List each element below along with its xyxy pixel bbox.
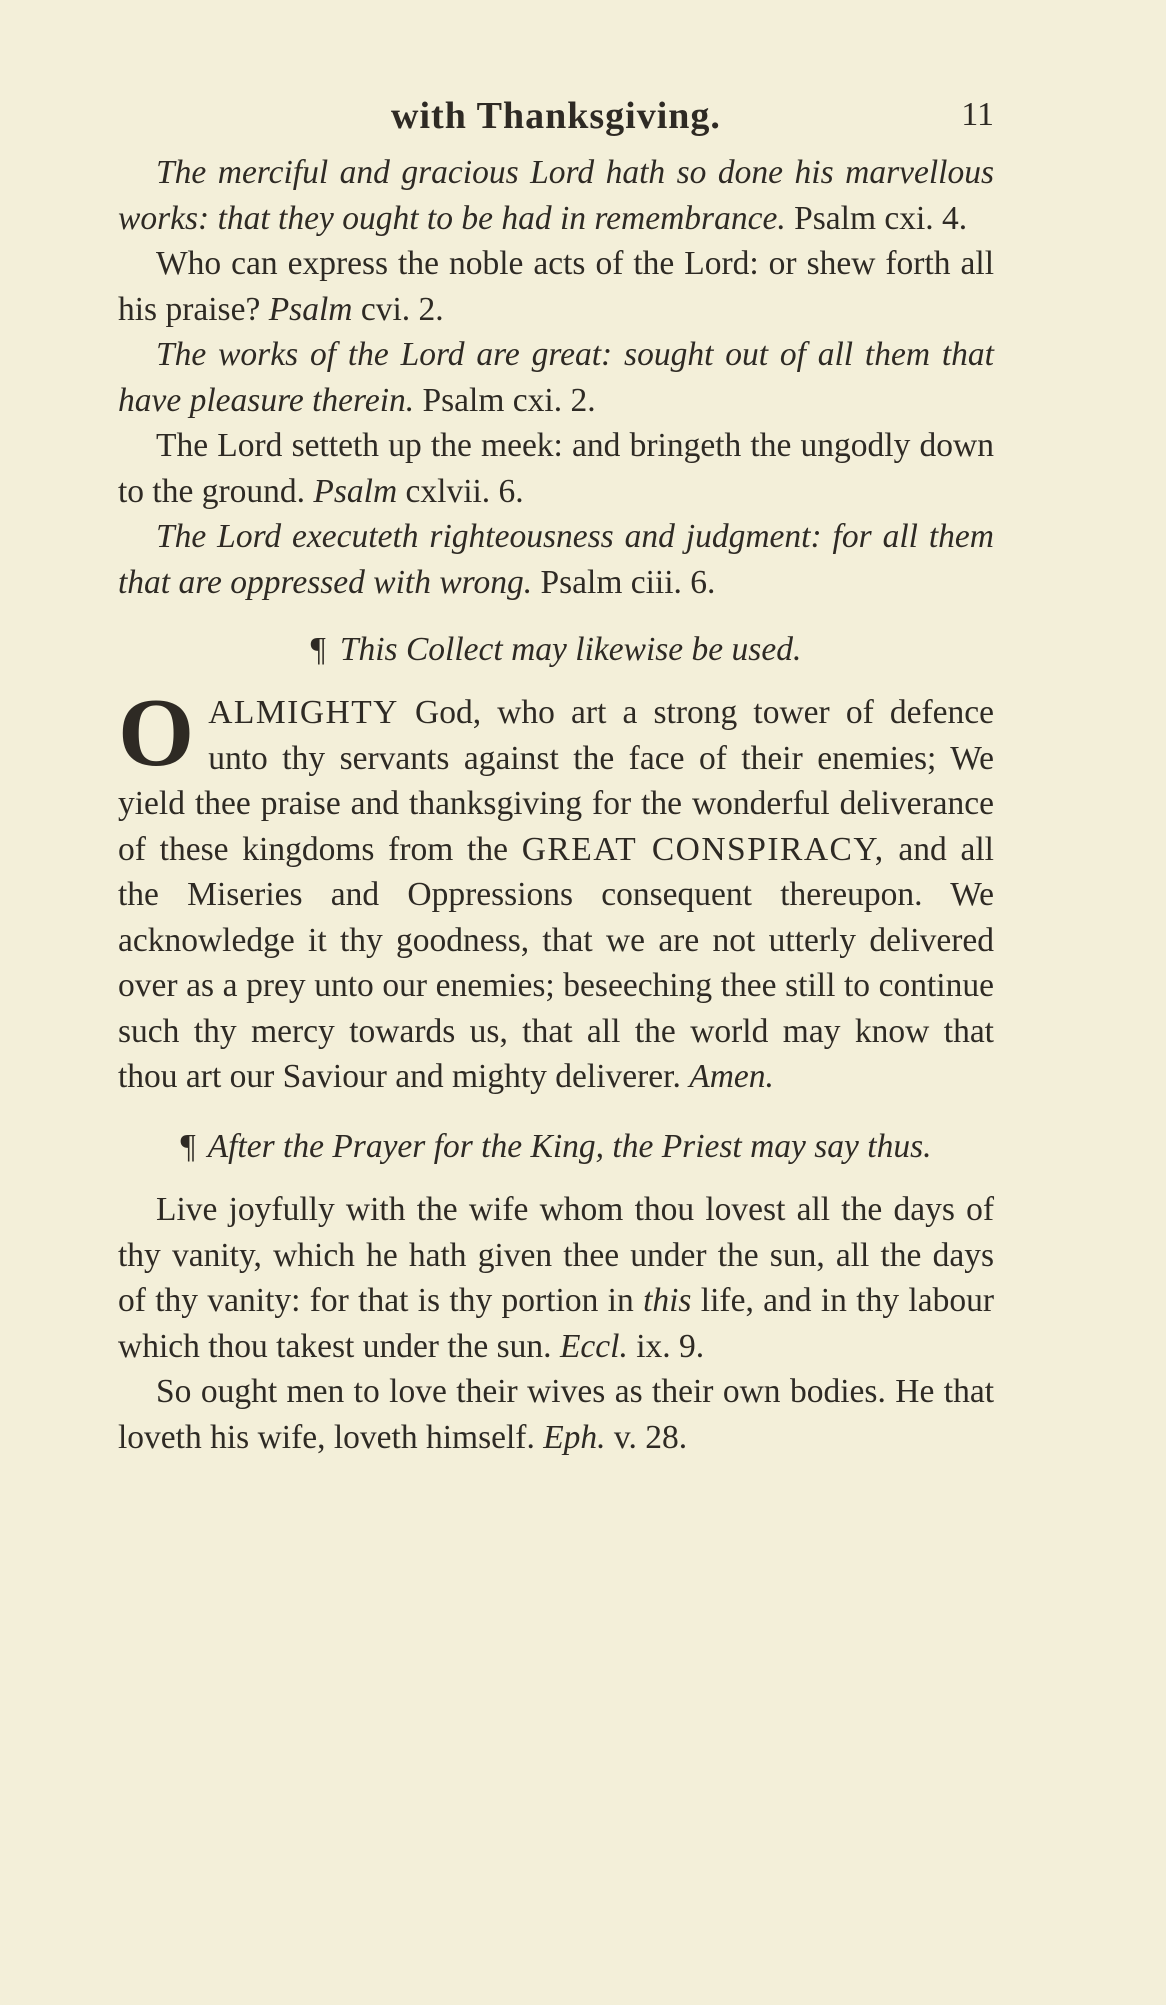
running-title: with Thanksgiving. — [391, 95, 721, 137]
amen: Amen. — [689, 1058, 774, 1095]
verse-ref-book: Psalm — [268, 290, 353, 328]
verse-text: The works of the Lord are great: sought out of all them that have pleasure therein. — [118, 336, 994, 419]
verse-text: The merciful and gracious Lord hath so done his marvellous works: that they ought to be had in remembrance. — [118, 154, 994, 237]
collect-caps: GREAT CONSPIRACY, — [521, 830, 885, 868]
pilcrow-icon: ¶ — [310, 631, 326, 668]
verse-ref-num: cvi. 2. — [360, 290, 444, 328]
verse-ref-num: ix. 9. — [636, 1327, 705, 1365]
verse-text-a: So ought men to love their wives as their own bodies. He that loveth his wife, loveth himself. — [118, 1373, 994, 1456]
rubric-text: After the Prayer for the King, the Priest may say thus. — [207, 1127, 932, 1165]
pilcrow-icon: ¶ — [180, 1127, 196, 1165]
collect-lead: ALMIGHTY — [208, 694, 399, 731]
verse-ref-book: Psalm — [313, 472, 398, 510]
verse-ref-book: Eccl. — [559, 1327, 628, 1365]
collect-text-1: God, who art a strong tower of defence unto thy servants against the face of their enemies; We yield thee praise and thanksgiving for the wonderful deliverance of these kingdoms from the — [118, 694, 994, 868]
verse-text: The Lord executeth righteousness and judgment: for all them that are oppressed with wrong. — [118, 518, 994, 601]
verse-eph — [118, 1369, 994, 1460]
collect-text-2: and all the Miseries and Oppressions consequent thereupon. We acknowledge it thy goodness, that we are not utterly delivered over as a prey unto our enemies; beseeching thee still to continue such thy mercy towards us, that all the world may know that thou art our Saviour and mighty deliverer. — [118, 830, 994, 1095]
verse-ref: Psalm ciii. 6. — [540, 563, 716, 601]
verse-1 — [118, 150, 994, 241]
verse-5 — [118, 514, 994, 605]
rubric-collect — [118, 627, 994, 672]
verse-ref-num: cxlvii. 6. — [405, 472, 524, 510]
verse-ref-num: v. 28. — [613, 1418, 688, 1456]
verse-ref: Psalm cxi. 2. — [422, 381, 596, 419]
rubric-prayer-for-king — [118, 1124, 994, 1170]
verse-4 — [118, 423, 994, 514]
drop-cap: O — [118, 679, 195, 787]
rubric-text: This Collect may likewise be used. — [339, 631, 802, 668]
collect-prayer — [118, 679, 994, 1100]
verse-text: The Lord setteth up the meek: and bringeth the ungodly down to the ground. — [118, 427, 994, 510]
verse-3 — [118, 332, 994, 423]
text-column — [118, 90, 994, 1460]
verse-text-a: Live joyfully with the wife whom thou lovest all the days of thy vanity, which he hath given thee under the sun, all the days of thy vanity: for that is thy portion in — [118, 1191, 994, 1319]
verse-ref-book: Eph. — [543, 1418, 606, 1456]
verse-text-b: life, and in thy labour which thou takest under the sun. — [118, 1282, 994, 1365]
running-head — [118, 90, 994, 150]
verse-eccl — [118, 1187, 994, 1369]
verse-text: Who can express the noble acts of the Lord: or shew forth all his praise? — [118, 245, 994, 328]
verse-2 — [118, 241, 994, 332]
verse-emphasis: this — [643, 1282, 692, 1319]
verse-ref: Psalm cxi. 4. — [794, 199, 968, 237]
page-number: 11 — [961, 96, 994, 133]
